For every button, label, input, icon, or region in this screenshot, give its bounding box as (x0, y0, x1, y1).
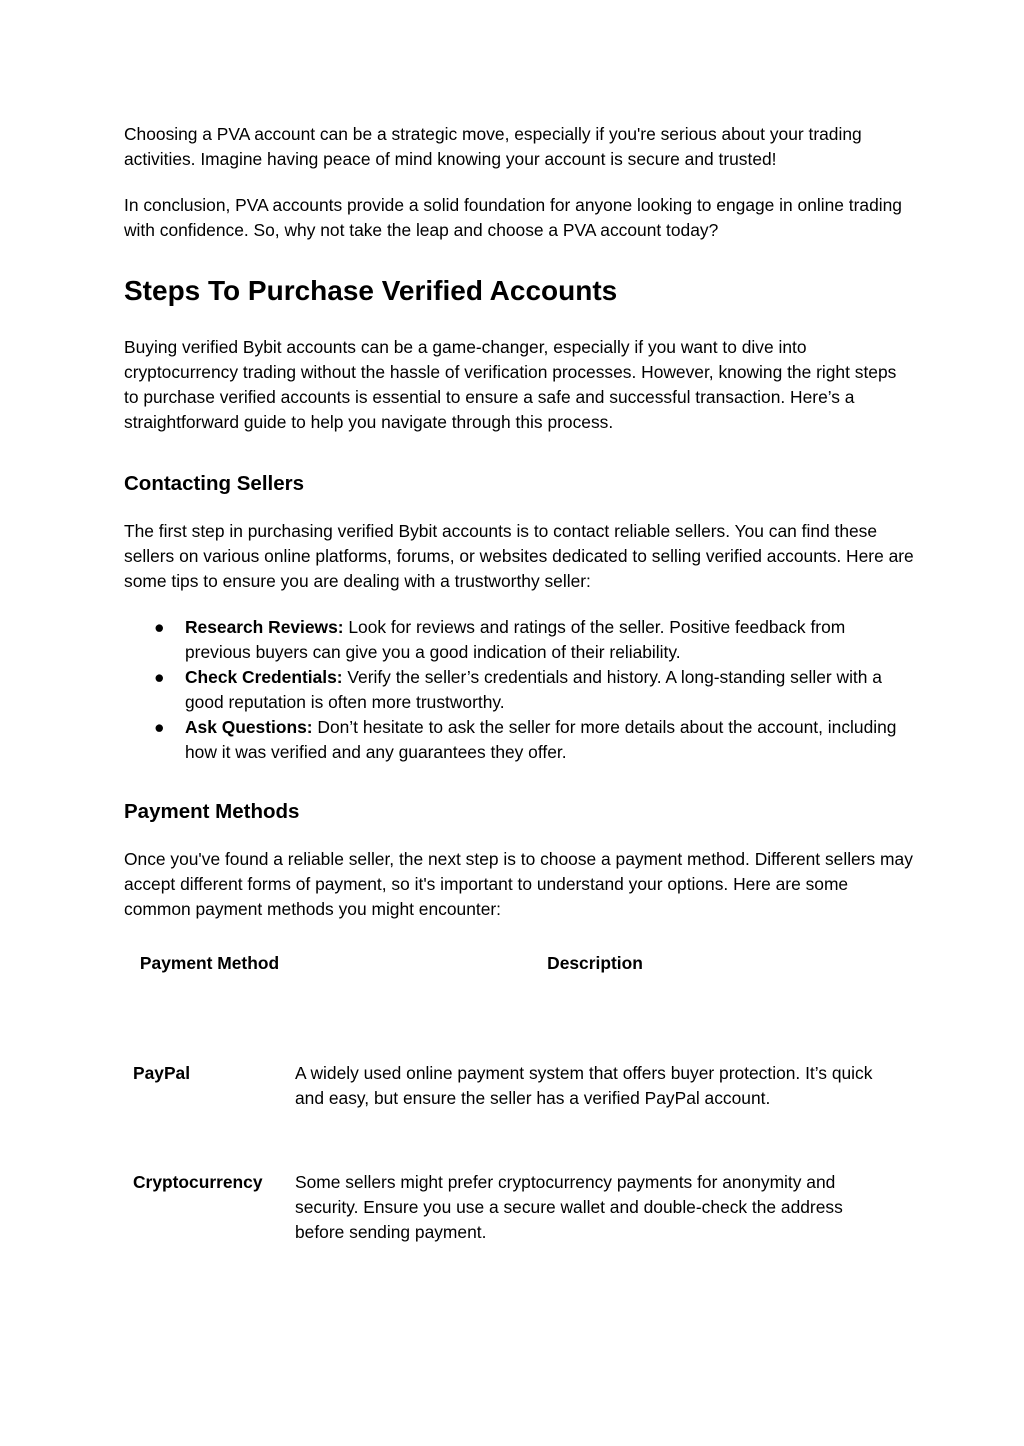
bullet-icon: ● (154, 667, 165, 687)
table-header-row (124, 951, 895, 1061)
list-item (124, 615, 914, 665)
header-description: Description (547, 953, 643, 973)
intro-paragraph-1: Choosing a PVA account can be a strategic move, especially if you're serious about your trading activities. Imagine having peace of mind knowing your account is secure and trusted! (124, 124, 862, 169)
list-item-label: Check Credentials: (185, 667, 343, 687)
list-item-label: Research Reviews: (185, 617, 344, 637)
list-item (124, 665, 914, 715)
section-paragraph: Buying verified Bybit accounts can be a game-changer, especially if you want to dive into cryptocurrency trading without the hassle of verification processes. However, knowing the right steps to purchase verified accounts is essential to ensure a safe and successful transaction. Here’s a straightforward guide to help you navigate through this process. (124, 337, 897, 432)
payment-methods-table (124, 951, 895, 1279)
payment-methods-heading: Payment Methods (124, 800, 300, 823)
table-row (124, 1170, 895, 1279)
list-item-text: Look for reviews and ratings of the seller. Positive feedback from previous buyers can give you a good indication of their reliability. (185, 617, 846, 662)
bullet-icon: ● (154, 617, 165, 637)
payment-method-cell: Cryptocurrency (133, 1172, 263, 1192)
document-page (124, 122, 914, 922)
list-item-label: Ask Questions: (185, 717, 313, 737)
contacting-sellers-heading: Contacting Sellers (124, 472, 304, 495)
list-item (124, 715, 914, 765)
tips-list (124, 615, 914, 765)
table-row (124, 1061, 895, 1170)
contacting-sellers-paragraph: The first step in purchasing verified Bybit accounts is to contact reliable sellers. You can find these sellers on various online platforms, forums, or websites dedicated to selling verified accounts. Here are some tips to ensure you are dealing with a trustworthy seller: (124, 521, 914, 591)
header-payment-method: Payment Method (139, 953, 280, 973)
payment-methods-paragraph: Once you've found a reliable seller, the next step is to choose a payment method. Different sellers may accept different forms of payment, so it's important to understand your options. Here are some common payment methods you might encounter: (124, 849, 913, 919)
intro-paragraph-2: In conclusion, PVA accounts provide a solid foundation for anyone looking to engage in online trading with confidence. So, why not take the leap and choose a PVA account today? (124, 195, 902, 240)
description-cell: A widely used online payment system that offers buyer protection. It’s quick and easy, but ensure the seller has a verified PayPal account. (295, 1063, 873, 1108)
description-cell: Some sellers might prefer cryptocurrency payments for anonymity and security. Ensure you use a secure wallet and double-check the address before sending payment. (295, 1172, 843, 1242)
list-item-text: Don’t hesitate to ask the seller for more details about the account, including how it was verified and any guarantees they offer. (185, 717, 897, 762)
payment-method-cell: PayPal (133, 1063, 191, 1083)
section-heading: Steps To Purchase Verified Accounts (124, 275, 618, 306)
list-item-text: Verify the seller’s credentials and history. A long-standing seller with a good reputation is often more trustworthy. (185, 667, 882, 712)
bullet-icon: ● (154, 717, 165, 737)
